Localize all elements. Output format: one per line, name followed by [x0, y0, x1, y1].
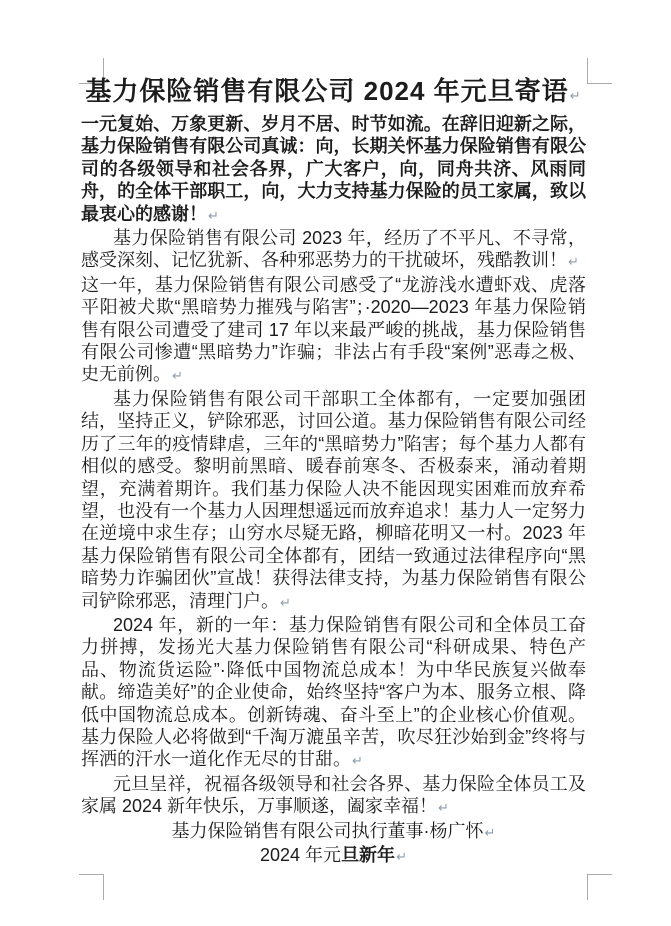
paragraph-mark-icon: ↵ [208, 207, 219, 223]
paragraph-mark-icon: ↵ [569, 88, 582, 103]
date-text-bold: 旦新年 [341, 845, 396, 865]
body-paragraph [81, 773, 586, 820]
margin-crop-mark-bottom-right [587, 874, 612, 900]
paragraph-text: 元旦呈祥，祝福各级领导和社会各界、基力保险全体员工及家属 2024 新年快乐，万事顺遂，阖家幸福！ [81, 773, 586, 817]
paragraph-text: 基力保险销售有限公司干部职工全体都有，一定要加强团结，坚持正义，铲除邪恶，讨回公道。基力保险销售有限公司经历了三年的疫情肆虐，三年的“黑暗势力”陷害；每个基力人都有相似的感受。黎明前黑暗、暖春前寒冬、否极泰来，涌动着期望，充满着期许。我们基力保险人决不能因现实困难而放弃希望，也没有一个基力人因理想遥远而放弃追求！基力人一定努力在逆境中求生存；山穷水尽疑无路，柳暗花明又一村。2023 年基力保险销售有限公司全体都有，团结一致通过法律程序向“黑暗势力诈骗团伙”宣战！获得法律支持，为基力保险销售有限公司铲除邪恶，清理门户。 [81, 388, 586, 611]
paragraph-text: 这一年，基力保险销售有限公司感受了“龙游浅水遭虾戏、虎落平阳被犬欺“黑暗势力摧残与陷害”；·2020—2023 年基力保险销售有限公司遭受了建司 17 年以来最严峻的挑战，基力保险销售有限公司惨遭“黑暗势力”诈骗；非法占有手段“案例”恶毒之极、史无前例。 [81, 274, 586, 385]
body-paragraph [81, 388, 586, 614]
paragraph-text: 基力保险销售有限公司 2023 年，经历了不平凡、不寻常，感受深刻、记忆犹新、各种邪恶势力的干扰破坏，残酷教训！ [81, 228, 586, 271]
body-paragraph [81, 614, 586, 773]
document-title [81, 76, 586, 111]
date-text: 2024 年元 [260, 845, 342, 865]
body-paragraph [81, 227, 586, 274]
document-text-area[interactable] [81, 76, 586, 868]
paragraph-text: 2024 年，新的一年：基力保险销售有限公司和全体员工奋力拼搏，发扬光大基力保险销售有限公司“科研成果、特色产品、物流货运险”·降低中国物流总成本！为中华民族复兴做奉献。缔造美好”的企业使命，始终坚持“客户为本、服务立根、降低中国物流总成本。创新铸魂、奋斗至上”的企业核心价值观。基力保险人必将做到“千淘万漉虽辛苦，吹尽狂沙始到金”终将与挥洒的汗水一道化作无尽的甘甜。 [81, 614, 586, 770]
paragraph-mark-icon: ↵ [484, 824, 496, 840]
paragraph-mark-icon: ↵ [568, 254, 579, 270]
paragraph-mark-icon: ↵ [438, 800, 449, 816]
date-line [81, 844, 586, 868]
paragraph-mark-icon: ↵ [172, 368, 183, 384]
margin-crop-mark-bottom-left [79, 874, 104, 900]
body-paragraph [81, 274, 586, 388]
paragraph-mark-icon: ↵ [396, 849, 407, 864]
signature-line [81, 820, 586, 844]
paragraph-text: 一元复始、万象更新、岁月不居、时节如流。在辞旧迎新之际，基力保险销售有限公司真诚：向，长期关怀基力保险销售有限公司的各级领导和社会各界，广大客户，向，同舟共济、风雨同舟，的全体干部职工，向，大力支持基力保险的员工家属，致以最衷心的感谢！ [81, 114, 586, 224]
paragraph-mark-icon: ↵ [280, 594, 291, 610]
paragraph-mark-icon: ↵ [352, 753, 363, 769]
signature-text: 基力保险销售有限公司执行董事·杨广怀 [171, 820, 484, 841]
margin-crop-mark-top-right [587, 58, 612, 84]
document-title-text: 基力保险销售有限公司 2024 年元旦寄语 [85, 76, 569, 106]
body-paragraph [81, 113, 586, 227]
